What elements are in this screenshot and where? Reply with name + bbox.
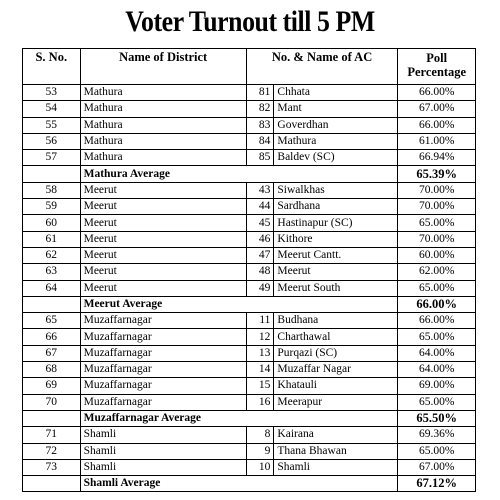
cell-ac-no: 44 [246, 199, 274, 215]
cell-sno: 70 [23, 394, 81, 410]
cell-ac-no: 12 [246, 329, 274, 345]
cell-ac-no: 83 [246, 117, 274, 133]
cell-sno: 72 [23, 443, 81, 459]
cell-sno: 58 [23, 182, 81, 198]
table-row [23, 345, 476, 361]
cell-poll: 60.00% [398, 247, 476, 263]
header-sno: S. No. [23, 49, 81, 85]
cell-ac-name: Charthawal [274, 329, 398, 345]
header-ac: No. & Name of AC [246, 49, 398, 85]
average-blank-cell [23, 296, 81, 312]
cell-poll: 66.00% [398, 117, 476, 133]
table-header-row [23, 49, 476, 85]
cell-poll: 66.00% [398, 313, 476, 329]
cell-poll: 66.94% [398, 150, 476, 166]
average-blank-cell [23, 410, 81, 426]
average-value: 65.39% [398, 166, 476, 182]
table-row [23, 101, 476, 117]
average-row [23, 410, 476, 426]
cell-sno: 56 [23, 133, 81, 149]
cell-sno: 60 [23, 215, 81, 231]
cell-district: Muzaffarnagar [80, 394, 246, 410]
average-row [23, 476, 476, 492]
table-row [23, 199, 476, 215]
cell-ac-name: Meerut Cantt. [274, 247, 398, 263]
cell-district: Meerut [80, 231, 246, 247]
cell-poll: 65.00% [398, 215, 476, 231]
cell-sno: 66 [23, 329, 81, 345]
cell-district: Meerut [80, 182, 246, 198]
average-label: Meerut Average [80, 296, 398, 312]
average-label: Shamli Average [80, 476, 398, 492]
table-row [23, 362, 476, 378]
cell-district: Mathura [80, 133, 246, 149]
cell-ac-no: 48 [246, 264, 274, 280]
cell-district: Muzaffarnagar [80, 378, 246, 394]
cell-ac-name: Meerut South [274, 280, 398, 296]
cell-district: Muzaffarnagar [80, 362, 246, 378]
cell-sno: 59 [23, 199, 81, 215]
cell-ac-no: 15 [246, 378, 274, 394]
cell-ac-no: 11 [246, 313, 274, 329]
header-district: Name of District [80, 49, 246, 85]
cell-ac-name: Kairana [274, 427, 398, 443]
cell-sno: 73 [23, 459, 81, 475]
cell-ac-no: 81 [246, 85, 274, 101]
cell-ac-no: 43 [246, 182, 274, 198]
cell-sno: 67 [23, 345, 81, 361]
cell-ac-no: 16 [246, 394, 274, 410]
cell-district: Muzaffarnagar [80, 345, 246, 361]
average-value: 67.12% [398, 476, 476, 492]
cell-sno: 54 [23, 101, 81, 117]
cell-ac-name: Meerapur [274, 394, 398, 410]
cell-poll: 61.00% [398, 133, 476, 149]
average-label: Muzaffarnagar Average [80, 410, 398, 426]
cell-poll: 64.00% [398, 345, 476, 361]
cell-district: Meerut [80, 280, 246, 296]
cell-district: Shamli [80, 443, 246, 459]
table-row [23, 459, 476, 475]
cell-sno: 57 [23, 150, 81, 166]
cell-ac-no: 47 [246, 247, 274, 263]
average-row [23, 296, 476, 312]
cell-poll: 67.00% [398, 101, 476, 117]
table-row [23, 427, 476, 443]
cell-poll: 66.00% [398, 85, 476, 101]
average-value: 65.50% [398, 410, 476, 426]
cell-sno: 69 [23, 378, 81, 394]
average-value: 66.00% [398, 296, 476, 312]
table-row [23, 280, 476, 296]
cell-poll: 70.00% [398, 182, 476, 198]
cell-ac-name: Sardhana [274, 199, 398, 215]
cell-poll: 67.00% [398, 459, 476, 475]
cell-district: Meerut [80, 199, 246, 215]
table-row [23, 264, 476, 280]
cell-district: Muzaffarnagar [80, 329, 246, 345]
table-row [23, 313, 476, 329]
table-row [23, 231, 476, 247]
cell-ac-no: 45 [246, 215, 274, 231]
table-row [23, 394, 476, 410]
table-row [23, 329, 476, 345]
cell-district: Meerut [80, 264, 246, 280]
cell-ac-name: Purqazi (SC) [274, 345, 398, 361]
cell-poll: 65.00% [398, 329, 476, 345]
cell-ac-no: 85 [246, 150, 274, 166]
cell-ac-no: 46 [246, 231, 274, 247]
cell-poll: 65.00% [398, 394, 476, 410]
cell-sno: 63 [23, 264, 81, 280]
cell-ac-name: Muzaffar Nagar [274, 362, 398, 378]
cell-ac-name: Hastinapur (SC) [274, 215, 398, 231]
cell-sno: 53 [23, 85, 81, 101]
table-row [23, 85, 476, 101]
cell-district: Mathura [80, 85, 246, 101]
cell-district: Shamli [80, 459, 246, 475]
cell-ac-no: 13 [246, 345, 274, 361]
cell-ac-no: 8 [246, 427, 274, 443]
average-row [23, 166, 476, 182]
cell-district: Mathura [80, 150, 246, 166]
cell-poll: 64.00% [398, 362, 476, 378]
cell-ac-no: 49 [246, 280, 274, 296]
cell-ac-name: Meerut [274, 264, 398, 280]
cell-ac-no: 82 [246, 101, 274, 117]
cell-poll: 65.00% [398, 443, 476, 459]
cell-ac-no: 10 [246, 459, 274, 475]
cell-sno: 62 [23, 247, 81, 263]
cell-district: Mathura [80, 117, 246, 133]
cell-ac-name: Thana Bhawan [274, 443, 398, 459]
cell-district: Meerut [80, 247, 246, 263]
cell-ac-name: Baldev (SC) [274, 150, 398, 166]
cell-ac-no: 14 [246, 362, 274, 378]
cell-ac-name: Khatauli [274, 378, 398, 394]
average-label: Mathura Average [80, 166, 398, 182]
cell-sno: 64 [23, 280, 81, 296]
cell-poll: 70.00% [398, 231, 476, 247]
cell-ac-name: Siwalkhas [274, 182, 398, 198]
cell-poll: 62.00% [398, 264, 476, 280]
cell-ac-name: Mathura [274, 133, 398, 149]
cell-ac-no: 9 [246, 443, 274, 459]
table-row [23, 247, 476, 263]
cell-district: Meerut [80, 215, 246, 231]
average-blank-cell [23, 166, 81, 182]
cell-sno: 65 [23, 313, 81, 329]
cell-ac-name: Shamli [274, 459, 398, 475]
table-row [23, 443, 476, 459]
table-row [23, 182, 476, 198]
cell-ac-name: Goverdhan [274, 117, 398, 133]
cell-poll: 65.00% [398, 280, 476, 296]
turnout-table [22, 48, 476, 492]
page-title: Voter Turnout till 5 PM [125, 5, 375, 38]
cell-poll: 69.00% [398, 378, 476, 394]
table-row [23, 215, 476, 231]
cell-sno: 55 [23, 117, 81, 133]
cell-ac-name: Budhana [274, 313, 398, 329]
cell-sno: 68 [23, 362, 81, 378]
cell-poll: 70.00% [398, 199, 476, 215]
cell-ac-name: Kithore [274, 231, 398, 247]
cell-poll: 69.36% [398, 427, 476, 443]
cell-sno: 61 [23, 231, 81, 247]
table-row [23, 378, 476, 394]
cell-ac-name: Mant [274, 101, 398, 117]
cell-district: Mathura [80, 101, 246, 117]
table-row [23, 150, 476, 166]
cell-district: Muzaffarnagar [80, 313, 246, 329]
cell-sno: 71 [23, 427, 81, 443]
cell-ac-name: Chhata [274, 85, 398, 101]
cell-ac-no: 84 [246, 133, 274, 149]
header-poll: Poll Percentage [398, 49, 476, 85]
table-row [23, 133, 476, 149]
average-blank-cell [23, 476, 81, 492]
table-body [23, 85, 476, 492]
cell-district: Shamli [80, 427, 246, 443]
table-row [23, 117, 476, 133]
